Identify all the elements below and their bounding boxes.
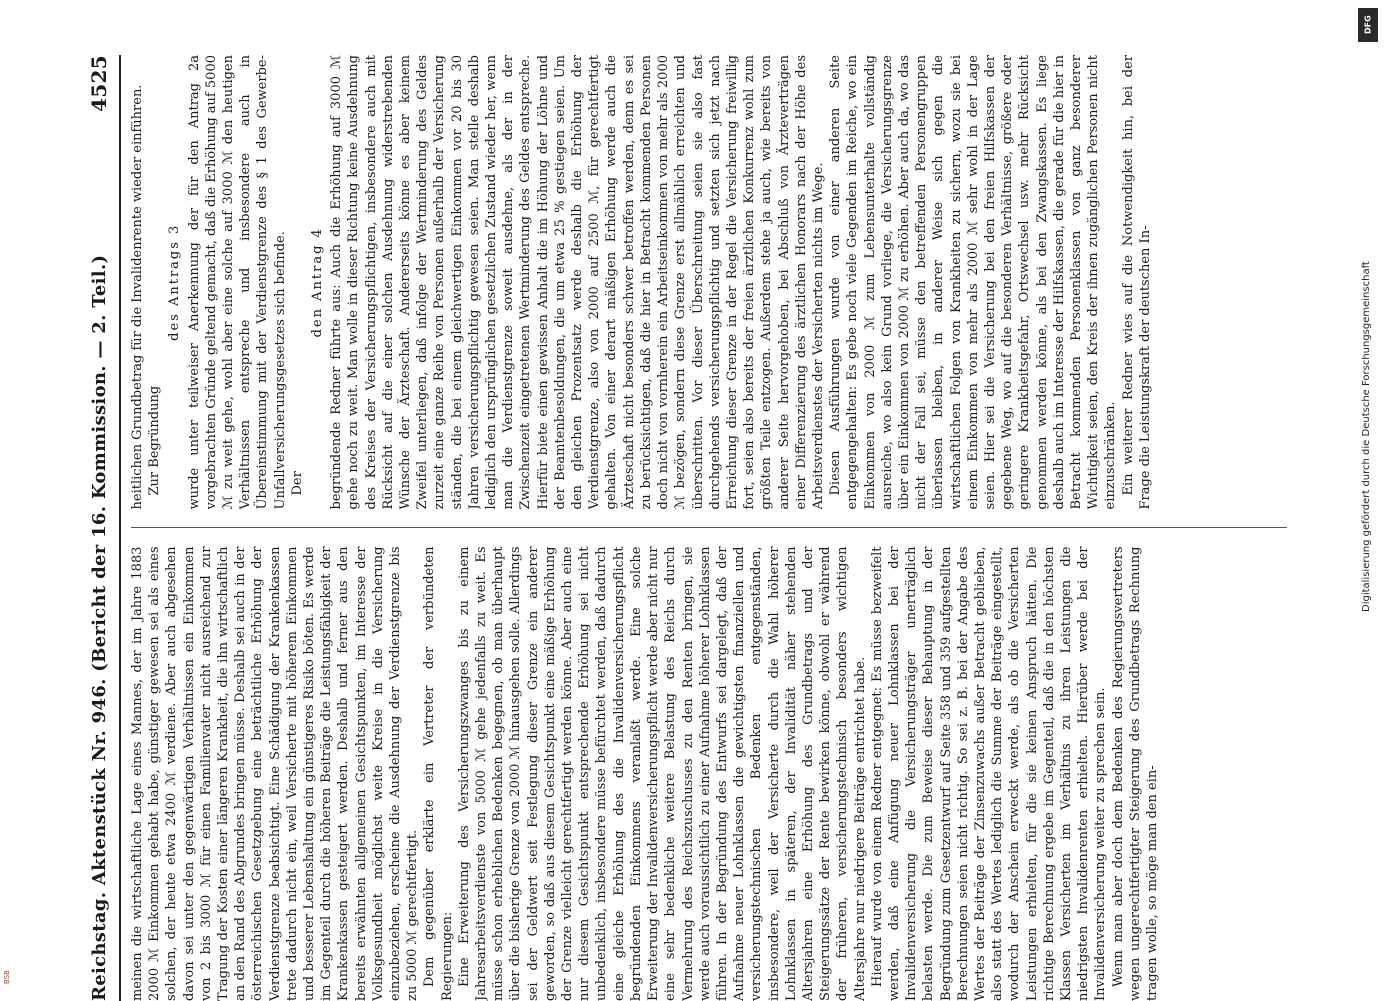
paragraph: Der (289, 55, 306, 510)
paragraph: Eine Erweiterung des Versicherungszwanges bis zu einem Jahresarbeitsverdienste von 5000 ℳ gehe jedenfalls zu weit. Es müsse schon erheblichen Bedenken begegnen, ob man überhaupt über die bisherige Grenze von 2000 ℳ hinausgehen solle. Allerdings sei der Geldwert seit Festlegung dieser Grenze ein anderer geworden, so daß aus diesem Gesichtspunkt eine mäßige Erhöhung der Grenze vielleicht gerechtfertigt werden könne. Aber auch eine nur diesem Gesichtspunkt entsprechende Erhöhung sei nicht unbedenklich, insbesondere müsse befürchtet werden, daß dadurch eine gleiche Erhöhung des die Invalidenversicherungspflicht begründenden Einkommens veranlaßt werde. Eine solche Erweiterung der Invalidenversicherungspflicht werde aber nicht nur eine sehr bedenkliche weitere Belastung des Reichs durch Vermehrung des Reichszuschusses zu den Renten bringen, sie werde auch voraussichtlich zu einer Aufnahme höherer Lohnklassen führen. In der Begründung des Entwurfs sei dargelegt, daß der Aufnahme neuer Lohnklassen die gewichtigsten finanziellen und versicherungstechnischen Bedenken entgegenständen, insbesondere, weil der Versicherte durch die Wahl höherer Lohnklassen in späteren, der Invalidität näher stehenden Altersjahren eine Erhöhung des Grundbetrags und der Steigerungssätze der Rente bewirken könne, obwohl er während der früheren, versicherungstechnisch besonders wichtigen Altersjahre nur niedrigere Beiträge entrichtet habe. (456, 547, 869, 1001)
paragraph: wurde unter teilweiser Anerkennung der für den Antrag 2a vorgebrachten Gründe geltend gemacht, daß die Erhöhung auf 5000 ℳ zu weit gehe, wohl aber eine solche auf 3000 ℳ den heutigen Verhältnissen entspreche und insbesondere auch in Übereinstimmung mit der Verdienstgrenze des § 1 des Gewerbe-Unfallversicherungsgesetzes sich befinde. (186, 55, 289, 510)
section-heading: den Antrag 4 (309, 55, 326, 510)
dfg-logo-icon: DFG (1358, 8, 1378, 42)
section-heading: des Antrags 3 (166, 55, 183, 510)
header-title: Reichstag. Aktenstück Nr. 946. (Bericht der 16. Kommission. — 2. Teil.) (89, 255, 110, 1001)
column-divider (131, 528, 1287, 529)
page-number: 4525 (87, 55, 111, 112)
library-mark: BSB (3, 970, 11, 984)
column-right (129, 55, 1289, 510)
column-left (129, 547, 1289, 1001)
paragraph: Hierauf wurde von einem Redner entgegnet: Es müsse bezweifelt werden, daß eine Anfügung neuer Lohnklassen bei der Invalidenversicherung die Versicherungsträger unerträglich belasten werde. Die zum Beweise dieser Behauptung in der Begründung zum Gesetzentwurf auf Seite 358 und 359 aufgestellten Berechnungen seien nicht richtig. So sei z. B. bei der Angabe des Wertes der Beiträge der Zinsenzuwachs außer Betracht geblieben, also statt des Wertes lediglich die Summe der Beiträge eingestellt, wodurch der Anschein erweckt werde, als ob die Versicherten Leistungen erhielten, für die sie keinen Anspruch hätten. Die richtige Berechnung ergebe im Gegenteil, daß die in den höchsten Klassen Versicherten im Verhältnis zu ihren Leistungen die niedrigsten Invalidenrenten erhielten. Hierüber werde bei der Invalidenversicherung weiter zu sprechen sein. (869, 547, 1110, 1001)
text-columns (129, 55, 1289, 1001)
page-header (85, 55, 113, 1001)
paragraph: meinen die wirtschaftliche Lage eines Mannes, der im Jahre 1883 2000 ℳ Einkommen gehabt habe, günstiger gewesen sei als eines solchen, der heute etwa 2400 ℳ verdiene. Aber auch abgesehen davon sei unter den gegenwärtigen Verhältnissen ein Einkommen von 2 bis 3000 ℳ für einen Familienvater nicht ausreichend zur Tragung der Kosten einer längeren Krankheit, die ihn wirtschaftlich an den Rand des Abgrundes bringen müsse. Deshalb sei auch in der österreichischen Gesetzgebung eine beträchtliche Erhöhung der Verdienstgrenze beabsichtigt. Eine Schädigung der Krankenkassen trete dadurch nicht ein, weil Versicherte mit höherem Einkommen und besserer Lebenshaltung ein günstigeres Risiko böten. Es werde im Gegenteil durch die höheren Beiträge die Leistungsfähigkeit der Krankenkassen gesteigert werden. Deshalb und ferner aus den bereits erwähnten allgemeinen Gesichtspunkten, im Interesse der Volksgesundheit möglichst weite Kreise in die Versicherung einzubeziehen, erscheine die Ausdehnung der Verdienstgrenze bis zu 5000 ℳ gerechtfertigt. (129, 547, 421, 1001)
stamp-text: Digitalisierung gefördert durch die Deutsche Forschungsgemeinschaft (1361, 52, 1372, 612)
document-page (85, 55, 1295, 1001)
paragraph: Ein weiterer Redner wies auf die Notwendigkeit hin, bei der Frage die Leistungskraft der deutschen In- (1120, 55, 1154, 510)
digitization-stamp (1355, 8, 1381, 998)
paragraph: heitlichen Grundbetrag für die Invalidenrente wieder einführen. (129, 55, 146, 510)
paragraph: Diesen Ausführungen wurde von einer anderen Seite entgegengehalten: Es gebe noch viele Gegenden im Reiche, wo ein Einkommen von 2000 ℳ zum Lebensunterhalte vollständig ausreiche, wo also kein Grund vorliege, die Versicherungsgrenze über ein Einkommen von 2000 ℳ zu erhöhen. Aber auch da, wo das nicht der Fall sei, müsse den betreffenden Personengruppen überlassen bleiben, in anderer Weise sich gegen die wirtschaftlichen Folgen von Krankheiten zu sichern, wozu sie bei einem Einkommen von mehr als 2000 ℳ sehr wohl in der Lage seien. Hier sei die Versicherung bei den freien Hilfskassen der gegebene Weg, wo auf die besonderen Verhältnisse, größere oder geringere Krankheitsgefahr, Ortswechsel usw. mehr Rücksicht genommen werden könne, als bei den Zwangskassen. Es liege deshalb auch im Interesse der Hilfskassen, die gerade für die hier in Betracht kommenden Personenklassen von ganz besonderer Wichtigkeit seien, den Kreis der ihnen zugänglichen Personen nicht einzuschränken. (827, 55, 1119, 510)
paragraph: Dem gegenüber erklärte ein Vertreter der verbündeten Regierungen: (421, 547, 455, 1001)
paragraph: Wenn man aber doch dem Bedenken des Regierungsvertreters wegen ungerechtfertigter Steigerung des Grundbetrags Rechnung tragen wolle, so möge man den ein- (1110, 547, 1162, 1001)
paragraph: begründende Redner führte aus: Auch die Erhöhung auf 3000 ℳ gehe noch zu weit. Man wolle in dieser Richtung keine Ausdehnung des Kreises der Versicherungspflichtigen, insbesondere auch mit Rücksicht auf die einer solchen Ausdehnung widerstrebenden Wünsche der Ärzteschaft. Andererseits könne es aber keinem Zweifel unterliegen, daß infolge der Wertminderung des Geldes zurzeit eine ganze Reihe von Personen außerhalb der Versicherung ständen, die bei einem gleichwertigen Einkommen vor 20 bis 30 Jahren versicherungspflichtig gewesen seien. Man stelle deshalb lediglich den ursprünglichen gesetzlichen Zustand wieder her, wenn man die Verdienstgrenze soweit ausdehne, als der in der Zwischenzeit eingetretenen Wertminderung des Geldes entspreche. Hierfür biete einen gewissen Anhalt die im Höhung der Löhne und der Beamtenbesoldungen, die um etwa 25 % gestiegen seien. Um den gleichen Prozentsatz werde deshalb die Erhöhung der Verdienstgrenze, also von 2000 auf 2500 ℳ, für gerechtfertigt gehalten. Von einer derart mäßigen Erhöhung werde auch die Ärzteschaft nicht besonders schwer betroffen werden, denn es sei zu berücksichtigen, daß die hier in Betracht kommenden Personen doch nicht von vornherein ein Arbeitseinkommen von mehr als 2000 ℳ bezögen, sondern diese Grenze erst allmählich erreichten und überschritten. Vor dieser Überschreitung seien sie also fast durchgehends versicherungspflichtig und setzten sich jetzt nach Erreichung dieser Grenze in der Regel die Versicherung freiwillig fort, seien also bereits der freien ärztlichen Konkurrenz wohl zum größten Teile entzogen. Außerdem stehe ja auch, wie bereits von anderer Seite hervorgehoben, bei Abschluß von Ärzteverträgen einer Differenzierung des ärztlichen Honorars nach der Höhe des Arbeitsverdienstes der Versicherten nichts im Wege. (328, 55, 827, 510)
paragraph: Zur Begründung (146, 55, 163, 510)
header-rule (119, 55, 121, 1001)
